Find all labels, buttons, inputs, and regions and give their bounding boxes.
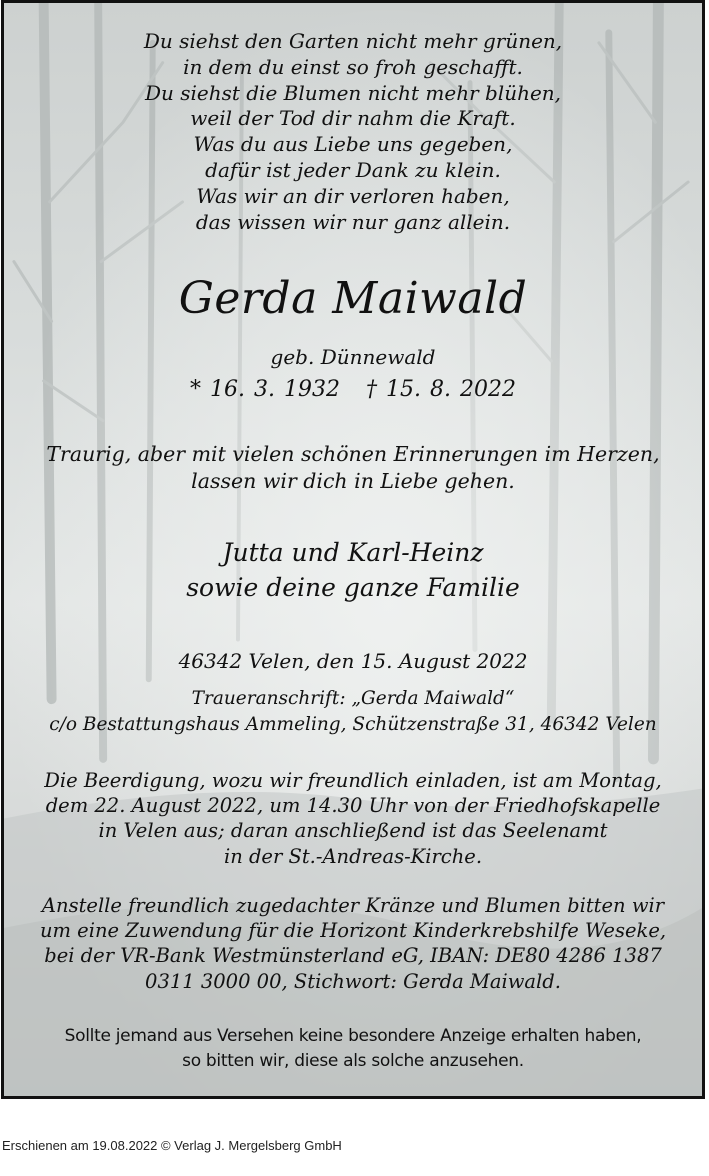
poem-line: weil der Tod dir nahm die Kraft. [190, 106, 516, 131]
poem-line: Du siehst die Blumen nicht mehr blühen, [144, 80, 562, 105]
mourners [4, 536, 702, 605]
maiden-name: geb. Dünnewald [270, 345, 436, 369]
closing-notice [4, 1024, 702, 1074]
death-date: † 15. 8. 2022 [366, 377, 516, 402]
death-notice [1, 0, 705, 1099]
funeral-line: dem 22. August 2022, um 14.30 Uhr von der Friedhofskapelle [45, 794, 661, 818]
donation-line: Anstelle freundlich zugedachter Kränze und Blumen bitten wir [41, 894, 665, 917]
birth-date: * 16. 3. 1932 [190, 377, 340, 402]
publication-footer: Erschienen am 19.08.2022 © Verlag J. Mergelsberg GmbH [2, 1138, 342, 1153]
memorial-poem [4, 29, 702, 235]
donation-line: 0311 3000 00, Stichwort: Gerda Maiwald. [145, 969, 561, 993]
notice-line: so bitten wir, diese als solche anzusehen. [182, 1051, 524, 1071]
mourner-line: sowie deine ganze Familie [186, 572, 520, 602]
funeral-line: in Velen aus; daran anschließend ist das Seelenamt [98, 819, 608, 843]
donation-line: um eine Zuwendung für die Horizont Kinderkrebshilfe Weseke, [39, 919, 667, 943]
mourner-line: Jutta und Karl-Heinz [222, 538, 484, 567]
funeral-line: in der St.-Andreas-Kirche. [223, 844, 483, 868]
grief-line: lassen wir dich in Liebe gehen. [191, 468, 515, 493]
poem-line: in dem du einst so froh geschafft. [183, 54, 523, 79]
poem-line: Was du aus Liebe uns gegeben, [193, 132, 513, 157]
poem-line: das wissen wir nur ganz allein. [195, 209, 511, 234]
deceased-name: Gerda Maiwald [178, 273, 528, 324]
donation-line: bei der VR-Bank Westmünsterland eG, IBAN: DE80 4286 1387 [44, 944, 662, 968]
notice-line: Sollte jemand aus Versehen keine besondere Anzeige erhalten haben, [64, 1026, 642, 1046]
poem-line: Was wir an dir verloren haben, [196, 183, 510, 208]
address-line: c/o Bestattungshaus Ammeling, Schützenstraße 31, 46342 Velen [49, 714, 657, 735]
grief-line: Traurig, aber mit vielen schönen Erinnerungen im Herzen, [46, 442, 660, 466]
donation-request [4, 893, 702, 994]
mourning-address [4, 686, 702, 738]
poem-line: dafür ist jeder Dank zu klein. [205, 157, 501, 182]
funeral-info [4, 768, 702, 869]
poem-line: Du siehst den Garten nicht mehr grünen, [143, 29, 563, 53]
grief-statement [4, 441, 702, 494]
life-dates [4, 375, 702, 405]
funeral-line: Die Beerdigung, wozu wir freundlich einladen, ist am Montag, [44, 769, 662, 792]
address-line: Traueranschrift: „Gerda Maiwald“ [191, 688, 515, 709]
place-and-date: 46342 Velen, den 15. August 2022 [178, 649, 528, 673]
